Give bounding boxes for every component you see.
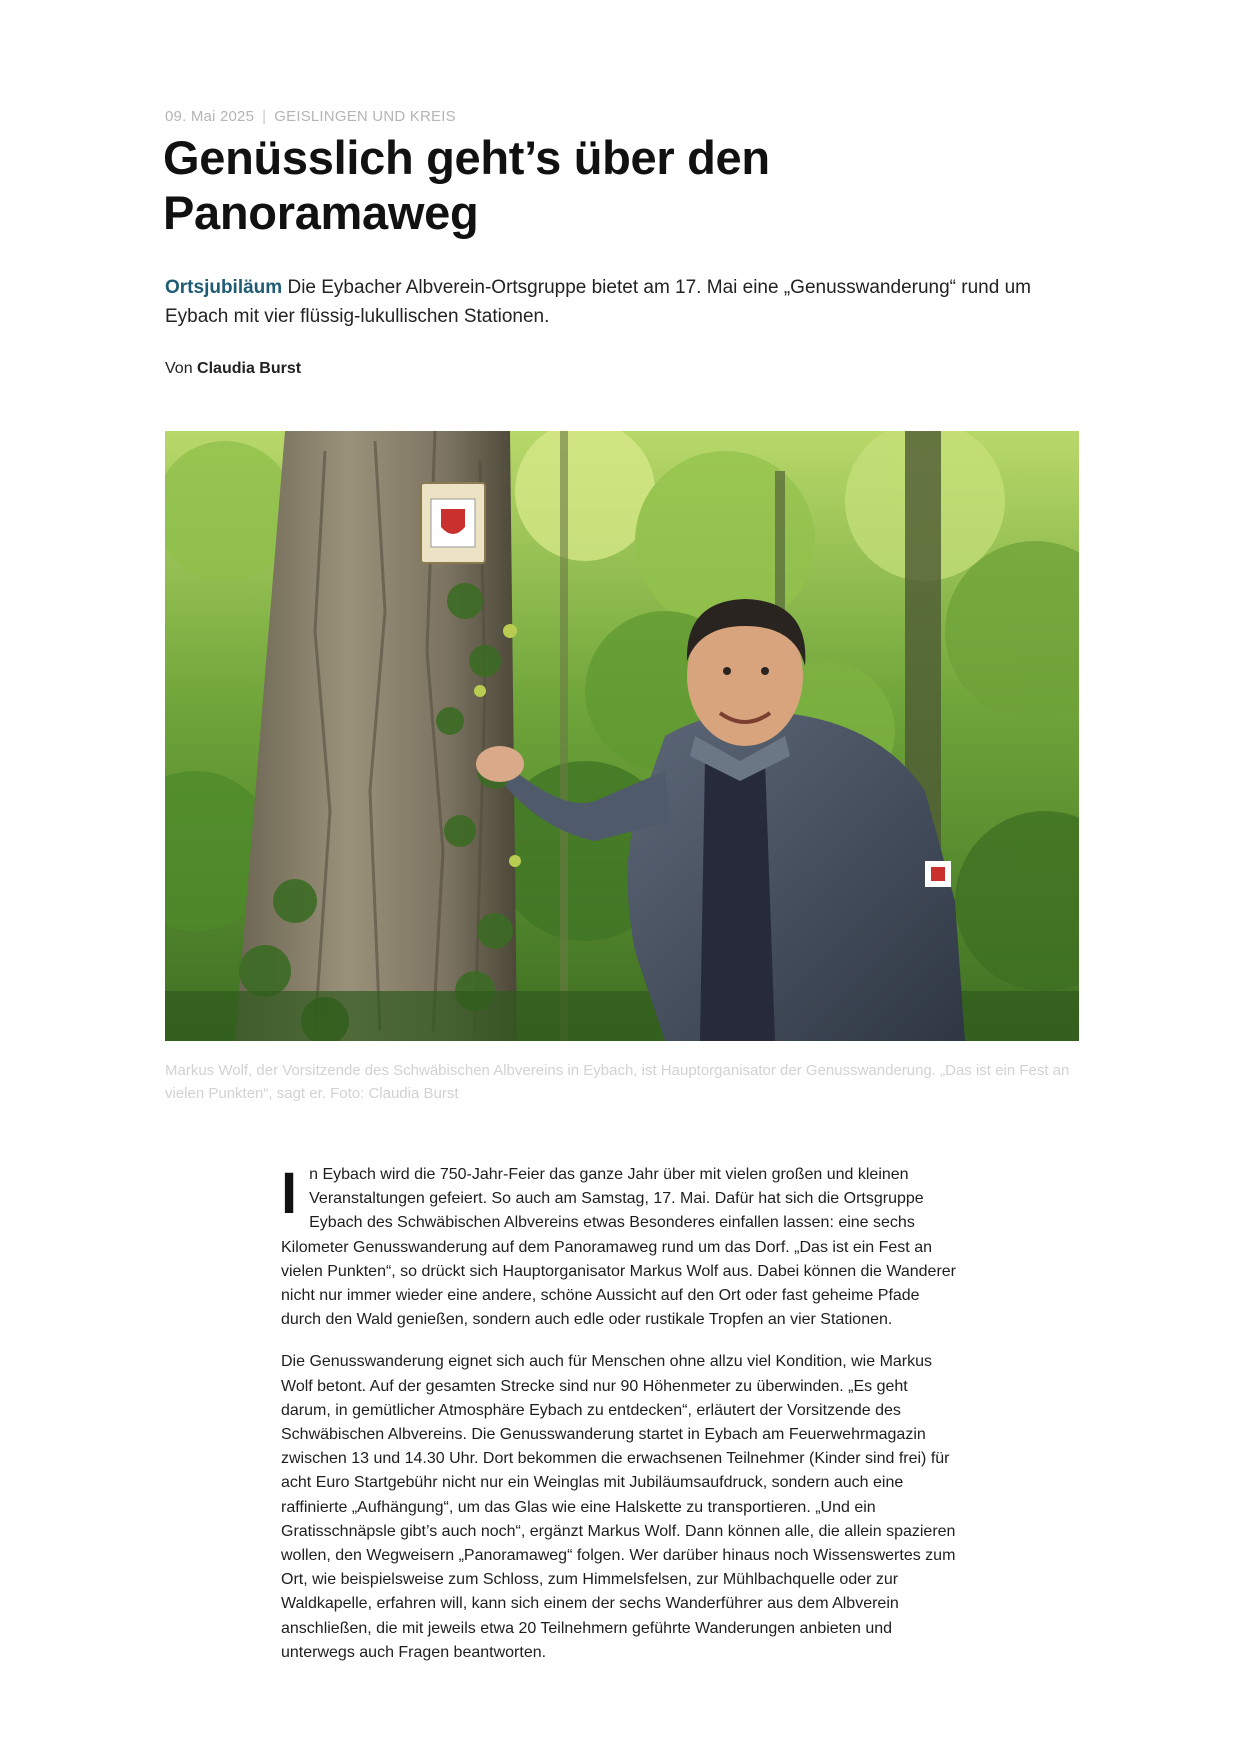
article-kicker: Ortsjubiläum <box>165 277 283 298</box>
photo-forest-illustration <box>165 431 1079 1041</box>
section-link[interactable]: GEISLINGEN UND KREIS <box>274 108 456 125</box>
teaser-text: Die Eybacher Albverein-Ortsgruppe bietet am 17. Mai eine „Genusswanderung“ rund um Eybach mit vier flüssig-lukullischen Stationen. <box>165 277 1031 327</box>
body-paragraph-2: Die Genusswanderung eignet sich auch für Menschen ohne allzu viel Kondition, wie Markus Wolf betont. Auf der gesamten Strecke sind nur 90 Höhenmeter zu überwinden. „Es geht darum, in gemütlicher Atmosphäre Eybach zu entdecken“, erläutert der Vorsitzende des Schwäbischen Albvereins. Die Genusswanderung startet in Eybach am Feuerwehrmagazin zwischen 13 und 14.30 Uhr. Dort bekommen die erwachsenen Teilnehmer (Kinder sind frei) für acht Euro Startgebühr nicht nur ein Weinglas mit Jubiläumsaufdruck, sondern auch eine raffinierte „Aufhängung“, um das Glas wie eine Halskette zu transportieren. „Und ein Gratisschnäpsle gibt’s auch noch“, ergänzt Markus Wolf. Dann können alle, die allein spazieren wollen, den Wegweisern „Panoramaweg“ folgen. Wer darüber hinaus noch Wissenswertes zum Ort, wie beispielsweise zum Schloss, zum Himmelsfelsen, zur Mühlbachquelle oder zur Waldkapelle, erfahren will, kann sich einem der sechs Wanderführer aus dem Albverein anschließen, die mit jeweils etwa 20 Teilnehmern geführte Wanderungen anbieten und unterwegs auch Fragen beantworten. <box>281 1353 956 1661</box>
meta-separator: | <box>262 108 267 125</box>
article-date: 09. Mai 2025 <box>165 108 255 125</box>
byline-prefix: Von <box>165 360 193 377</box>
paragraph-1-text: n Eybach wird die 750-Jahr-Feier das ganze Jahr über mit vielen großen und kleinen Veranstaltungen gefeiert. So auch am Samstag, 17. Mai. Dafür hat sich die Ortsgruppe Eybach des Schwäbischen Albvereins etwas Besonderes einfallen lassen: eine sechs Kilometer Genusswanderung auf dem Panoramaweg rund um das Dorf. „Das ist ein Fest an vielen Punkten“, so drückt sich Hauptorganisator Markus Wolf aus. Dabei können die Wanderer nicht nur immer wieder eine andere, schöne Aussicht auf den Ort oder fast geheime Pfade durch den Wald genießen, sondern auch edle oder rustikale Tropfen an vier Stationen. <box>281 1166 957 1329</box>
article-photo[interactable] <box>165 431 1079 1041</box>
author-name: Claudia Burst <box>197 360 302 377</box>
article-meta <box>165 108 456 125</box>
body-paragraph-1 <box>281 1163 961 1332</box>
article-headline: Genüsslich geht’s über den Panoramaweg <box>163 131 770 239</box>
article-teaser <box>165 273 1065 331</box>
byline <box>165 360 301 378</box>
article-body <box>281 1163 961 1683</box>
photo-caption: Markus Wolf, der Vorsitzende des Schwäbischen Albvereins in Eybach, ist Hauptorganisator der Genusswanderung. „Das ist ein Fest an vielen Punkten“, sagt er. Foto: Claudia Burst <box>165 1062 1070 1102</box>
dropcap: I <box>281 1161 298 1226</box>
